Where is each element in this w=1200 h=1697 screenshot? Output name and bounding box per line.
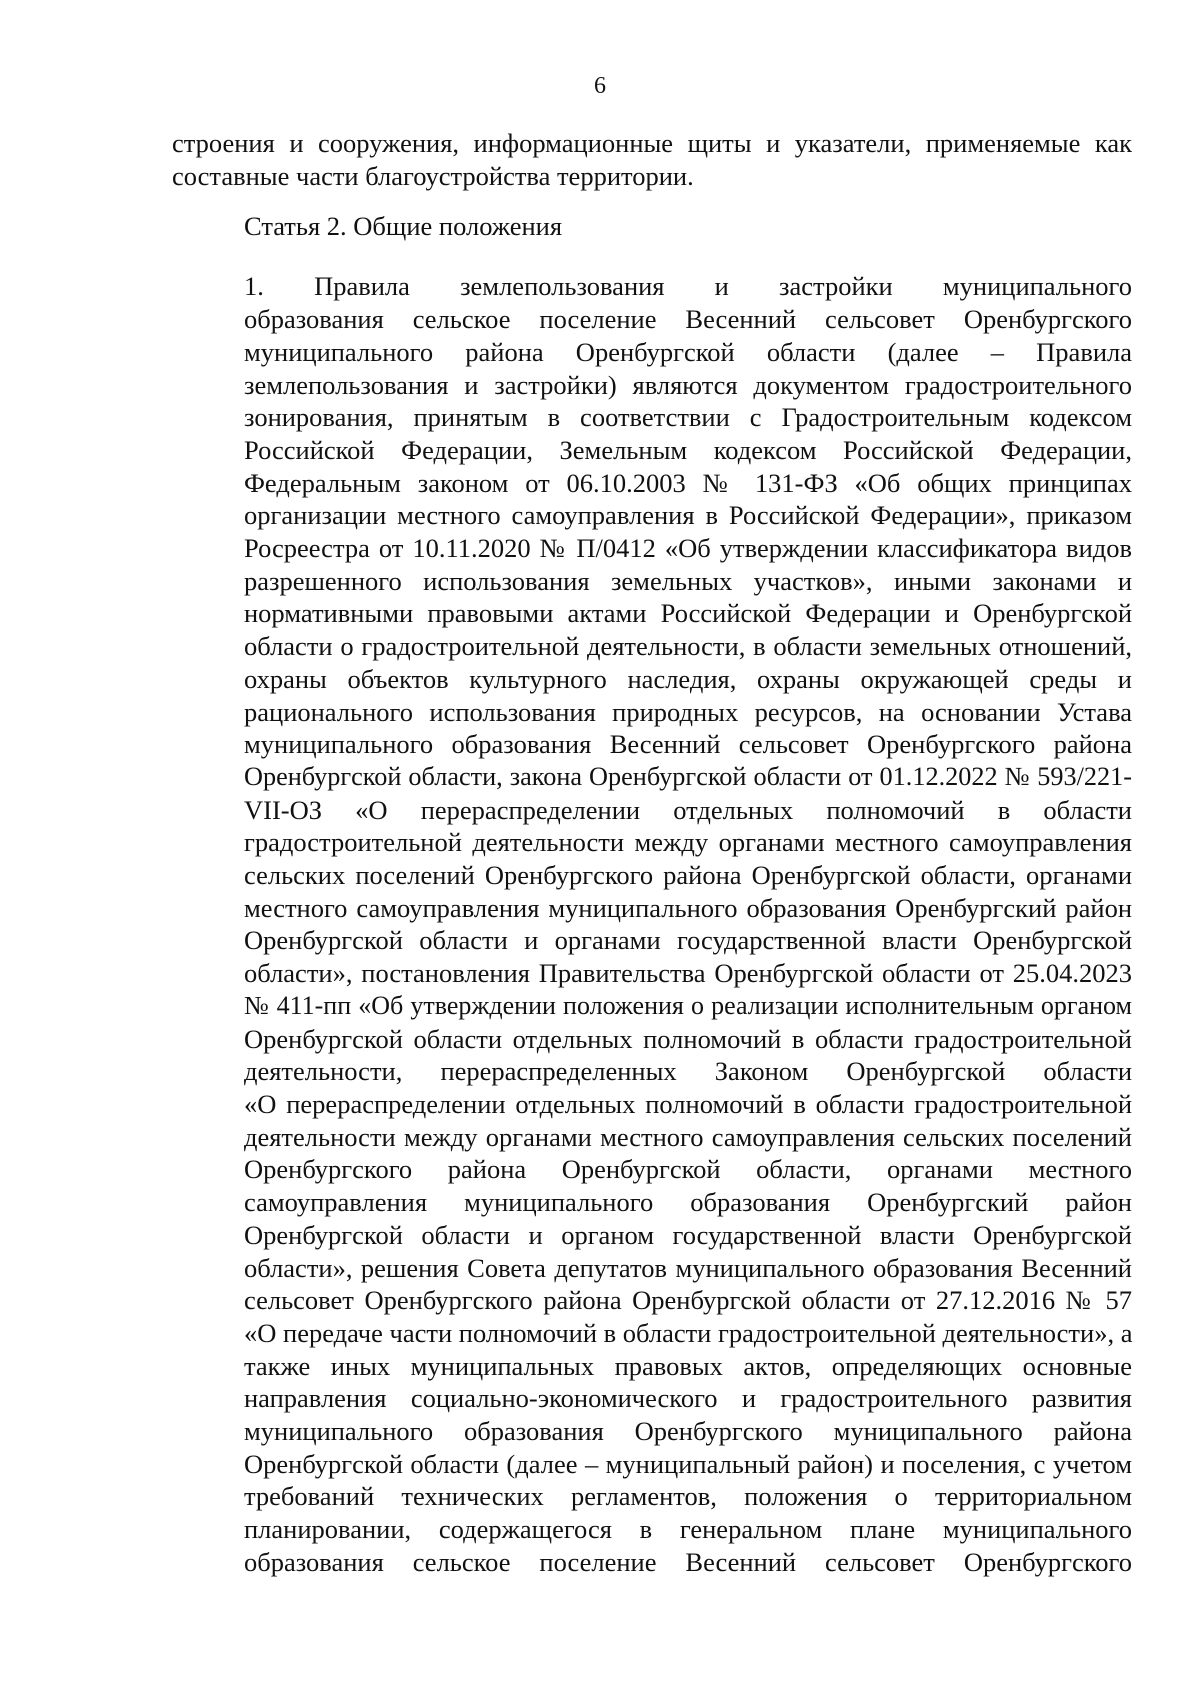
text-line: составные части благоустройства территории.: [172, 160, 694, 191]
text-line: зонирования, принятым в соответствии с Градостроительным кодексом: [244, 402, 1132, 433]
text-line: градостроительной деятельности между органами местного самоуправления: [244, 827, 1132, 858]
text-line: области», постановления Правительства Оренбургской области от 25.04.2023: [244, 958, 1132, 989]
text-line: «О перераспределении отдельных полномочий в области градостроительной: [244, 1088, 1132, 1119]
text-line: Российской Федерации, Земельным кодексом Российской Федерации,: [244, 434, 1132, 465]
text-line: Оренбургской области отдельных полномочий в области градостроительной: [244, 1023, 1132, 1054]
text-line: нормативными правовыми актами Российской Федерации и Оренбургской: [244, 598, 1132, 629]
text-line: самоуправления муниципального образования Оренбургский район: [244, 1187, 1132, 1218]
text-line: муниципального района Оренбургской области (далее – Правила: [244, 336, 1132, 367]
text-line: муниципального образования Оренбургского муниципального района: [244, 1416, 1132, 1447]
text-line: «О передаче части полномочий в области градостроительной деятельности», а: [244, 1317, 1133, 1348]
text-line: планировании, содержащегося в генеральном плане муниципального: [244, 1514, 1132, 1545]
page-number: 6: [594, 73, 606, 99]
text-line: сельских поселений Оренбургского района Оренбургской области, органами: [244, 860, 1132, 891]
item-1-paragraph: [172, 270, 1132, 1578]
text-line: деятельности, перераспределенных Законом Оренбургской области: [244, 1056, 1132, 1087]
text-line: Оренбургской области и органами государственной власти Оренбургской: [244, 925, 1132, 956]
text-line: сельсовет Оренбургского района Оренбургской области от 27.12.2016 № 57: [244, 1285, 1132, 1316]
text-line: землепользования и застройки) являются документом градостроительного: [244, 369, 1132, 400]
text-line: Оренбургской области (далее – муниципальный район) и поселения, с учетом: [244, 1448, 1132, 1479]
text-line: муниципального образования Весенний сельсовет Оренбургского района: [244, 729, 1132, 760]
text-line: Оренбургского района Оренбургской области, органами местного: [244, 1154, 1132, 1185]
text-line: организации местного самоуправления в Российской Федерации», приказом: [244, 500, 1132, 531]
text-line: области о градостроительной деятельности, в области земельных отношений,: [244, 631, 1132, 662]
text-line: № 411-пп «Об утверждении положения о реализации исполнительным органом: [244, 990, 1132, 1020]
text-line: Оренбургской области, закона Оренбургской области от 01.12.2022 № 593/221-: [244, 761, 1132, 791]
text-line: области», решения Совета депутатов муниципального образования Весенний: [244, 1252, 1132, 1283]
article-heading: Статья 2. Общие положения: [244, 211, 563, 242]
continuation-paragraph: [172, 127, 1132, 192]
text-line: образования сельское поселение Весенний сельсовет Оренбургского: [244, 304, 1132, 335]
text-line: строения и сооружения, информационные щиты и указатели, применяемые как: [172, 128, 1132, 158]
text-line: также иных муниципальных правовых актов, определяющих основные: [244, 1350, 1132, 1381]
text-line: Росреестра от 10.11.2020 № П/0412 «Об утверждении классификатора видов: [244, 533, 1132, 564]
text-line: рационального использования природных ресурсов, на основании Устава: [244, 696, 1132, 727]
document-body: [172, 127, 1132, 1579]
text-line: Оренбургской области и органом государственной власти Оренбургской: [244, 1219, 1132, 1250]
text-line: направления социально-экономического и градостроительного развития: [244, 1383, 1132, 1414]
text-line: Федеральным законом от 06.10.2003 № 131-ФЗ «Об общих принципах: [244, 467, 1132, 498]
text-line: деятельности между органами местного самоуправления сельских поселений: [244, 1121, 1132, 1152]
text-line: местного самоуправления муниципального образования Оренбургский район: [244, 892, 1132, 923]
text-line: разрешенного использования земельных участков», иными законами и: [244, 565, 1132, 596]
text-line: VII-ОЗ «О перераспределении отдельных полномочий в области: [244, 794, 1132, 825]
text-line: 1. Правила землепользования и застройки муниципального: [244, 271, 1132, 302]
text-line: образования сельское поселение Весенний сельсовет Оренбургского: [244, 1546, 1132, 1577]
text-line: требований технических регламентов, положения о территориальном: [244, 1481, 1132, 1512]
text-line: охраны объектов культурного наследия, охраны окружающей среды и: [244, 663, 1132, 694]
